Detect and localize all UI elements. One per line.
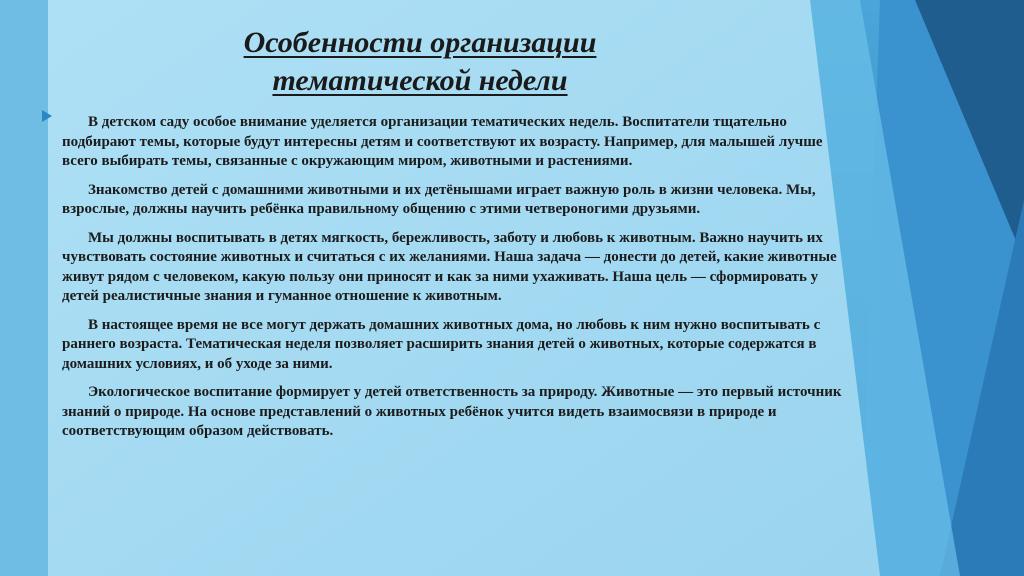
paragraph-2: Знакомство детей с домашними животными и их детёнышами играет важную роль в жизни человека. Мы, взрослые, должны научить ребёнка правильному общению с этими четвероногими друзьями.: [62, 181, 816, 217]
slide-title-line2: тематической недели: [272, 64, 568, 97]
paragraph-4: В настоящее время не все могут держать домашних животных дома, но любовь к ним нужно воспитывать с раннего возраста. Тематическая неделя позволяет расширить знания детей о животных, которые содержатся в домашних условиях, и об уходе за ними.: [62, 316, 821, 372]
paragraph-1: В детском саду особое внимание уделяется организации тематических недель. Воспитатели тщательно подбирают темы, которые будут интересны детям и соответствуют их возрасту. Например, для малышей лучше всего выбирать темы, связанные с окружающим миром, животными и растениями.: [62, 114, 823, 169]
paragraph-3: Мы должны воспитывать в детях мягкость, бережливость, заботу и любовь к животным. Важно научить их чувствовать состояние животных и считаться с их желаниями. Наша задача — донести до детей, какие животные живут рядом с человеком, какую пользу они приносят и как за ними ухаживать. Наша цель — сформировать у детей реалистичные знания и гуманное отношение к животным.: [62, 229, 837, 304]
paragraph-5: Экологическое воспитание формирует у детей ответственность за природу. Животные — это первый источник знаний о природе. На основе представлений о животных ребёнок учится видеть взаимосвязи в природе и соответствующим образом действовать.: [62, 384, 842, 439]
slide-title: [200, 24, 640, 100]
left-strip-shape: [0, 0, 48, 576]
slide-title-line1: Особенности организации: [243, 26, 597, 59]
slide-body: [62, 113, 842, 451]
